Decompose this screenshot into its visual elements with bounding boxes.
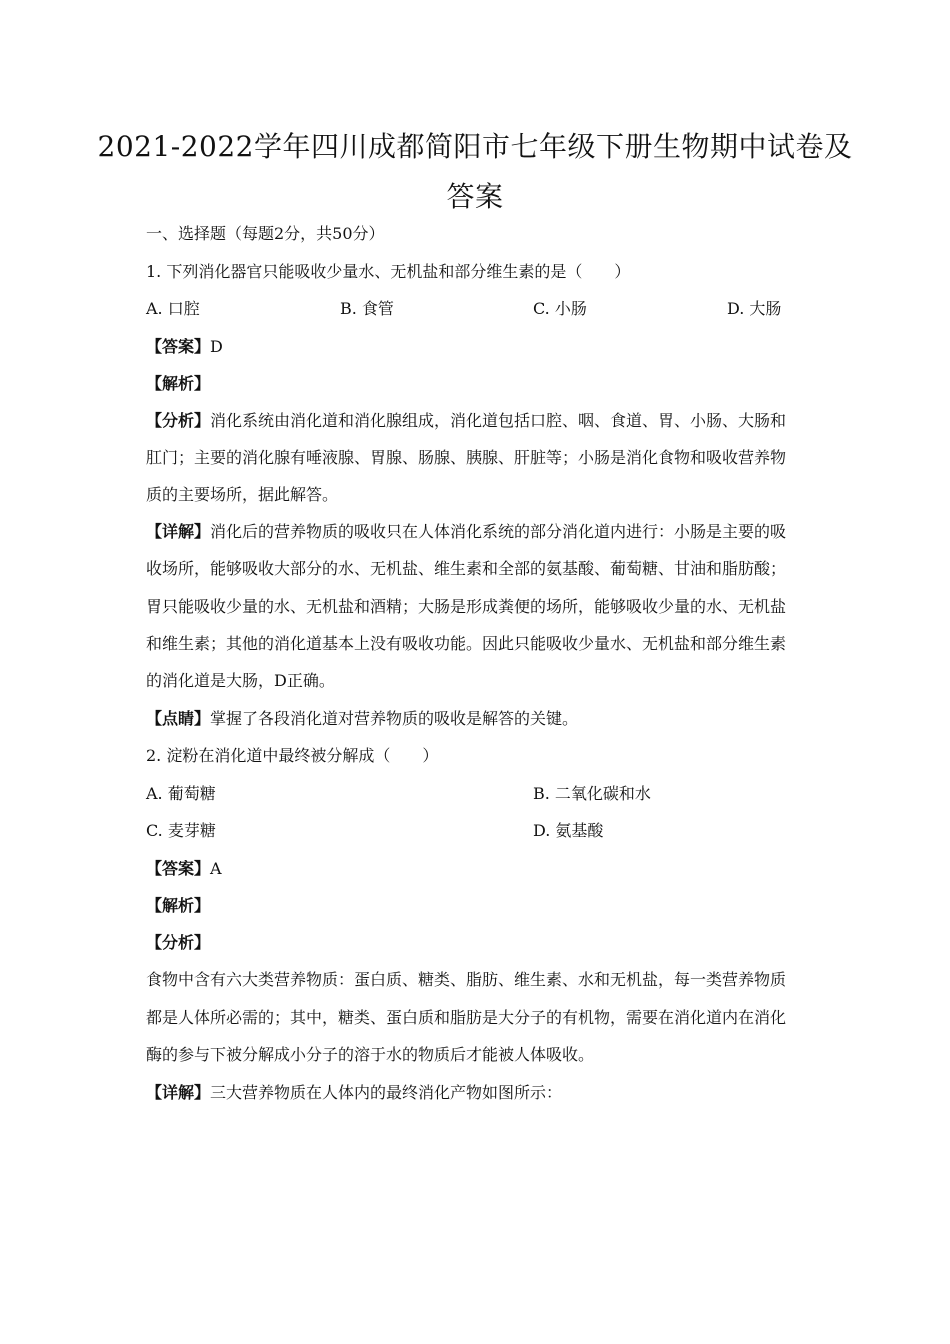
q1-option-a: A. 口腔 bbox=[146, 299, 200, 318]
q2-fenxi-tag: 【分析】 bbox=[146, 933, 211, 952]
q1-option-d: D. 大肠 bbox=[727, 299, 782, 318]
q1-xiangjie-line: 收场所，能够吸收大部分的水、无机盐、维生素和全部的氨基酸、葡萄糖、甘油和脂肪酸； bbox=[146, 559, 787, 578]
answer-value: A bbox=[210, 859, 222, 878]
q1-option-b: B. 食管 bbox=[340, 299, 394, 318]
q2-xiangjie-line bbox=[146, 1083, 814, 1103]
q2-analysis-tag: 【解析】 bbox=[146, 896, 211, 915]
xiangjie-text: 消化后的营养物质的吸收只在人体消化系统的部分消化道内进行：小肠是主要的吸 bbox=[210, 522, 787, 541]
q2-fenxi-line: 食物中含有六大类营养物质：蛋白质、糖类、脂肪、维生素、水和无机盐，每一类营养物质 bbox=[146, 970, 787, 989]
q1-xiangjie-line: 和维生素；其他的消化道基本上没有吸收功能。因此只能吸收少量水、无机盐和部分维生素 bbox=[146, 634, 787, 653]
xiangjie-tag: 【详解】 bbox=[146, 1083, 211, 1102]
title-line-2: 答案 bbox=[446, 180, 504, 213]
q1-xiangjie-line bbox=[146, 522, 814, 542]
section-heading: 一、选择题（每题2分，共50分） bbox=[146, 224, 385, 243]
q1-fenxi-line: 肛门；主要的消化腺有唾液腺、胃腺、肠腺、胰腺、肝脏等；小肠是消化食物和吸收营养物 bbox=[146, 448, 787, 467]
q2-option-c: C. 麦芽糖 bbox=[146, 821, 216, 840]
q2-answer bbox=[146, 859, 814, 879]
q2-stem: 2. 淀粉在消化道中最终被分解成（ ） bbox=[146, 746, 439, 765]
q2-option-a: A. 葡萄糖 bbox=[146, 784, 216, 803]
q2-fenxi-line: 酶的参与下被分解成小分子的溶于水的物质后才能被人体吸收。 bbox=[146, 1045, 595, 1064]
q1-xiangjie-line: 的消化道是大肠，D正确。 bbox=[146, 671, 335, 690]
answer-tag: 【答案】 bbox=[146, 337, 211, 356]
fenxi-text: 消化系统由消化道和消化腺组成，消化道包括口腔、咽、食道、胃、小肠、大肠和 bbox=[210, 411, 787, 430]
xiangjie-text: 三大营养物质在人体内的最终消化产物如图所示： bbox=[210, 1083, 563, 1102]
q1-dianjing-line bbox=[146, 709, 814, 729]
title-line-1: 2021-2022学年四川成都简阳市七年级下册生物期中试卷及 bbox=[97, 130, 853, 163]
q1-stem: 1. 下列消化器官只能吸收少量水、无机盐和部分维生素的是（ ） bbox=[146, 262, 631, 281]
fenxi-tag: 【分析】 bbox=[146, 411, 211, 430]
q1-xiangjie-line: 胃只能吸收少量的水、无机盐和酒精；大肠是形成粪便的场所，能够吸收少量的水、无机盐 bbox=[146, 597, 787, 616]
dianjing-text: 掌握了各段消化道对营养物质的吸收是解答的关键。 bbox=[210, 709, 579, 728]
q2-option-b: B. 二氧化碳和水 bbox=[533, 784, 651, 803]
document-title bbox=[80, 122, 870, 222]
q1-analysis-tag: 【解析】 bbox=[146, 374, 211, 393]
q2-fenxi-line: 都是人体所必需的；其中，糖类、蛋白质和脂肪是大分子的有机物，需要在消化道内在消化 bbox=[146, 1008, 787, 1027]
q2-option-d: D. 氨基酸 bbox=[533, 821, 604, 840]
q1-fenxi-line: 质的主要场所，据此解答。 bbox=[146, 485, 339, 504]
answer-value: D bbox=[210, 337, 223, 356]
q1-answer bbox=[146, 337, 814, 357]
xiangjie-tag: 【详解】 bbox=[146, 522, 211, 541]
answer-tag: 【答案】 bbox=[146, 859, 211, 878]
dianjing-tag: 【点睛】 bbox=[146, 709, 211, 728]
q1-fenxi-line bbox=[146, 411, 814, 431]
q1-option-c: C. 小肠 bbox=[533, 299, 587, 318]
